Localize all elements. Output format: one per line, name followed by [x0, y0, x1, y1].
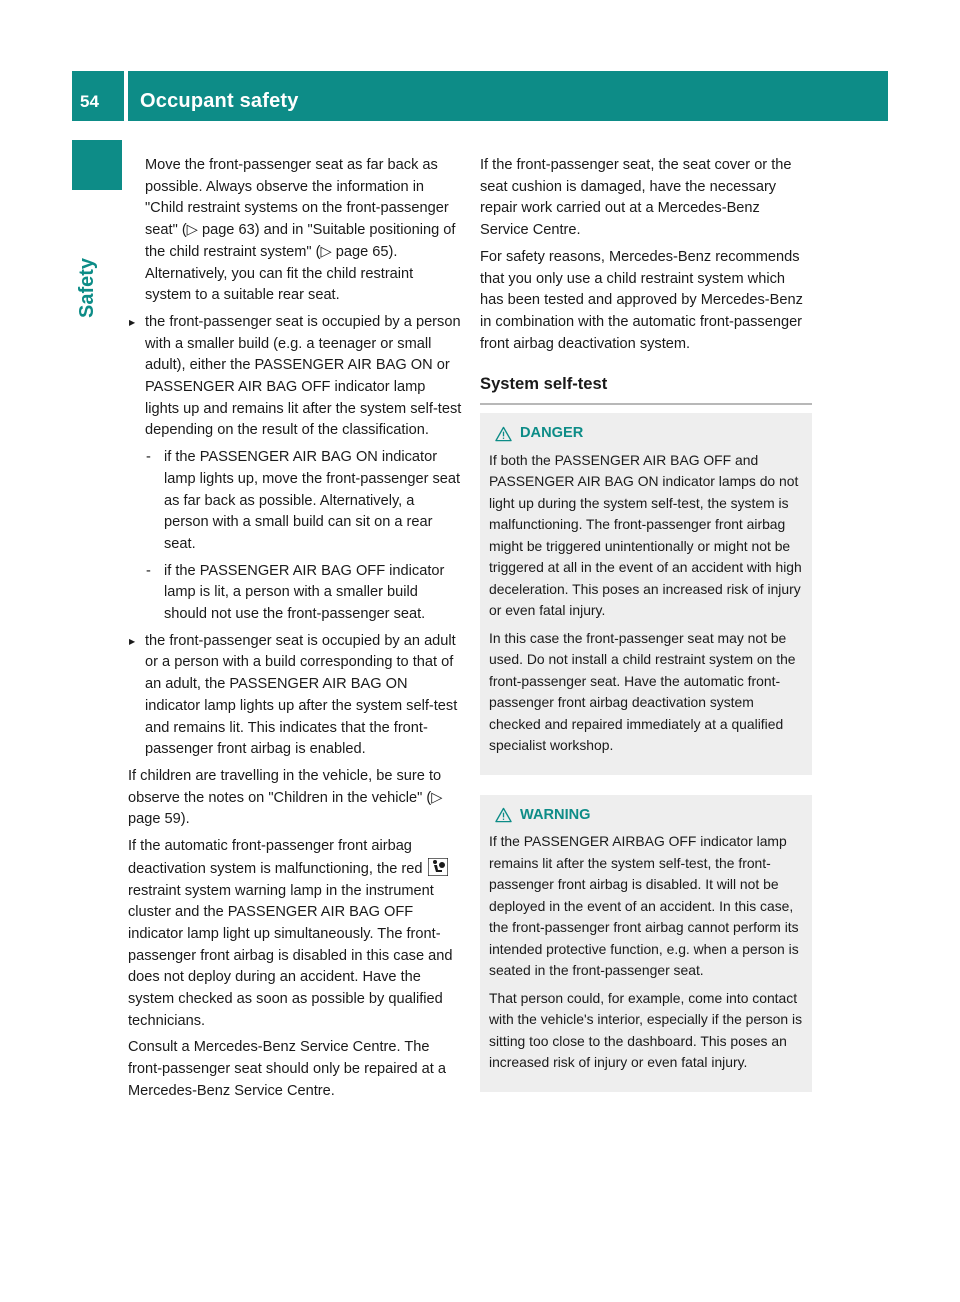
- side-tab-marker: [72, 140, 122, 190]
- warning-title: WARNING: [520, 806, 591, 823]
- danger-title: DANGER: [520, 425, 584, 442]
- intro-paragraph: Move the front-passenger seat as far back as possible. Always observe the information in "Child restraint systems on the front-passenger seat" (▷ page 63) and in "Suitable positioning of the child restraint system" (▷ page 65). Alternatively, you can fit the child restraint system to a suitable rear seat.: [145, 157, 456, 304]
- warning-text-2: That person could, for example, come into contact with the vehicle's interior, especially if the person is sitting too close to the dashboard. This poses an increased risk of injury or even fatal injury.: [489, 989, 803, 1071]
- malfunction-paragraph: [128, 836, 462, 1032]
- bullet-smaller-build: ▶ the front-passenger seat is occupied by a person with a smaller build (e.g. a teenager or small adult), either the PASSENGER AIR BAG ON or PASSENGER AIR BAG OFF indicator lamp lights up and remains lit after the system self-test depending on the result of the classification.: [128, 312, 462, 442]
- danger-box: [480, 413, 812, 775]
- warning-triangle-icon: [495, 426, 512, 442]
- malfunction-text-end: restraint system warning lamp in the instrument cluster and the PASSENGER AIR BAG OFF indicator lamp light up simultaneously. The front-passenger front airbag is disabled in this case and does not deploy during an accident. Have the system checked as soon as possible by qualified technicians.: [128, 882, 453, 1029]
- dash-item-airbag-on: - if the PASSENGER AIR BAG ON indicator lamp lights up, move the front-passenger seat as far back as possible. Alternatively, a person with a small build can sit on a rear seat.: [128, 447, 462, 556]
- danger-text-1: If both the PASSENGER AIR BAG OFF and PASSENGER AIR BAG ON indicator lamps do not light up during the system self-test, the system is malfunctioning. The front-passenger front airbag might be triggered unintentionally or might not be triggered at all in the event of an accident with high deceleration. This poses an increased risk of injury or even fatal injury.: [489, 451, 802, 619]
- side-section-label: Safety: [76, 257, 98, 318]
- warning-triangle-icon: [495, 807, 512, 823]
- bullet-adult: ▶ the front-passenger seat is occupied by an adult or a person with a build corresponding to that of an adult, the PASSENGER AIR BAG ON indicator lamp lights up after the system self-test and remains lit. This indicates that the front-passenger front airbag is enabled.: [128, 631, 462, 761]
- right-column: [480, 155, 812, 1112]
- page-number: 54: [80, 92, 99, 111]
- warning-title-row: [489, 805, 803, 827]
- header-separator: [124, 71, 128, 121]
- consult-paragraph: Consult a Mercedes-Benz Service Centre. The front-passenger seat should only be repaired at a Mercedes-Benz Service Centre.: [128, 1039, 447, 1099]
- section-title: Occupant safety: [140, 90, 299, 112]
- left-column: [128, 155, 462, 1108]
- danger-title-row: [489, 423, 803, 445]
- malfunction-text-start: If the automatic front-passenger front airbag deactivation system is malfunctioning, the red: [128, 838, 423, 877]
- danger-text-2: In this case the front-passenger seat may not be used. Do not install a child restraint system on the front-passenger seat. Have the automatic front-passenger front airbag deactivation system checked and repaired immediately at a qualified specialist workshop.: [489, 629, 796, 754]
- warning-text-1: If the PASSENGER AIRBAG OFF indicator lamp remains lit after the system self-test, the front-passenger front airbag is disabled. It will not be deployed in the event of an accident. In this case, the front-passenger front airbag cannot perform its intended protective function, e.g. when a person is seated in the front-passenger seat.: [489, 833, 799, 979]
- children-paragraph: If children are travelling in the vehicle, be sure to observe the notes on "Children in the vehicle" (▷ page 59).: [128, 767, 443, 828]
- dash-item-airbag-off: - if the PASSENGER AIR BAG OFF indicator lamp is lit, a person with a smaller build should not use the front-passenger seat.: [128, 561, 462, 626]
- restraint-warning-lamp-icon: [428, 858, 448, 876]
- system-self-test-heading: System self-test: [480, 373, 812, 405]
- recommendation-paragraph: For safety reasons, Mercedes-Benz recommends that you only use a child restraint system which has been tested and approved by Mercedes-Benz in combination with the automatic front-passenger front airbag deactivation system.: [480, 248, 803, 352]
- seat-cover-paragraph: If the front-passenger seat, the seat cover or the seat cushion is damaged, have the necessary repair work carried out at a Mercedes-Benz Service Centre.: [480, 157, 792, 239]
- warning-box: [480, 795, 812, 1092]
